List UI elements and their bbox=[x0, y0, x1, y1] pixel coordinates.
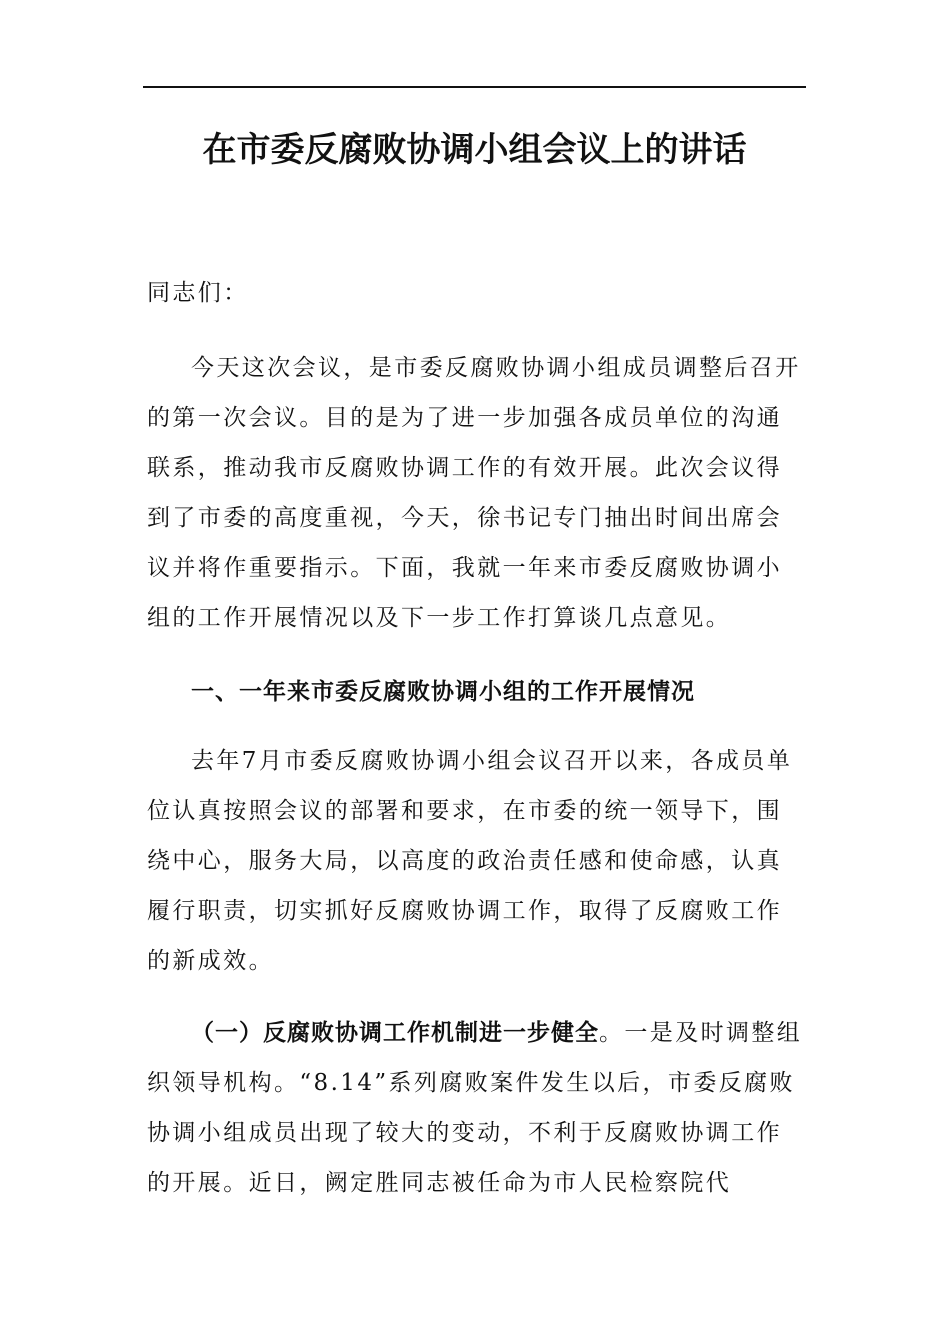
greeting: 同志们： bbox=[147, 280, 249, 306]
document-title: 在市委反腐败协调小组会议上的讲话 bbox=[202, 130, 747, 170]
subsection-body: 。一是及时调整组织领导机构。“8.14”系列腐败案件发生以后，市委反腐败协调小组成员出现了较大的变动，不利于反腐败协调工作的开展。近日，阙定胜同志被任命为市人民检察院代 bbox=[147, 1020, 803, 1196]
subsection-lead-in: （一）反腐败协调工作机制进一步健全 bbox=[191, 1020, 599, 1046]
header-rule bbox=[143, 86, 806, 88]
paragraph-subsection-1 bbox=[147, 1008, 807, 1208]
paragraph-section-1: 去年7月市委反腐败协调小组会议召开以来，各成员单位认真按照会议的部署和要求，在市委的统一领导下，围绕中心，服务大局，以高度的政治责任感和使命感，认真履行职责，切实抓好反腐败协调工作，取得了反腐败工作的新成效。 bbox=[147, 748, 793, 974]
section-heading-1: 一、一年来市委反腐败协调小组的工作开展情况 bbox=[191, 679, 695, 705]
paragraph-intro: 今天这次会议，是市委反腐败协调小组成员调整后召开的第一次会议。目的是为了进一步加强各成员单位的沟通联系，推动我市反腐败协调工作的有效开展。此次会议得到了市委的高度重视，今天，徐书记专门抽出时间出席会议并将作重要指示。下面，我就一年来市委反腐败协调小组的工作开展情况以及下一步工作打算谈几点意见。 bbox=[147, 355, 801, 631]
